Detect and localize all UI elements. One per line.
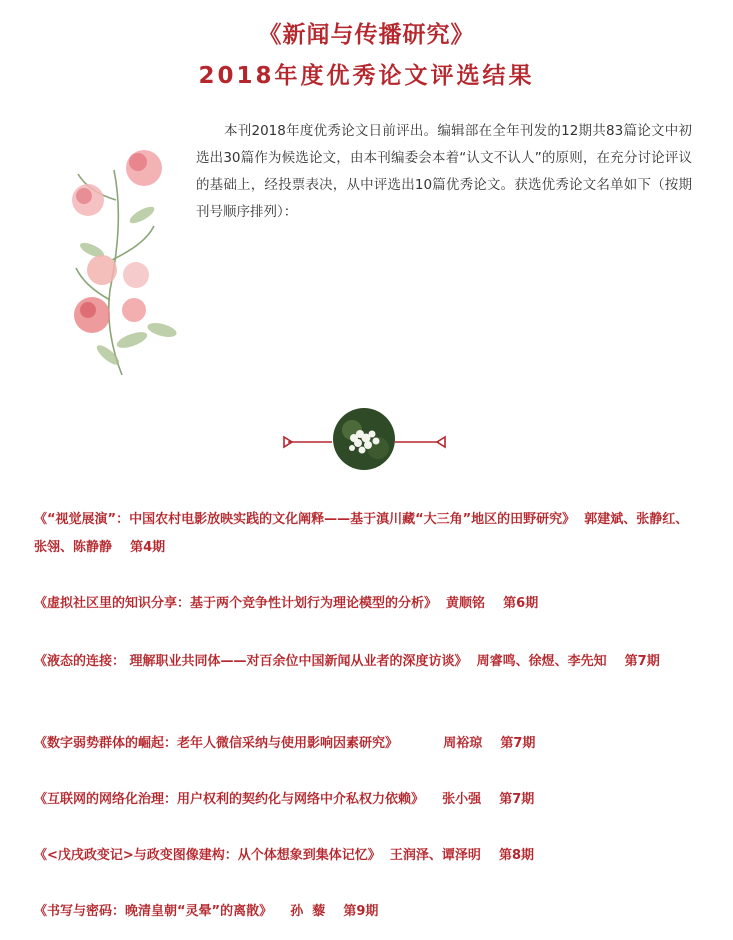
list-item <box>34 648 700 676</box>
list-item <box>34 842 700 870</box>
paper-entry: 《互联网的网络化治理：用户权利的契约化与网络中介私权力依赖》 张小强 第7期 <box>34 792 535 807</box>
divider-ornament <box>282 408 447 470</box>
paper-entry: 《“视觉展演”：中国农村电影放映实践的文化阐释——基于滇川藏“大三角”地区的田野研究》 郭建斌、张静红、张翎、陈静静 第4期 <box>34 512 689 555</box>
paper-entry: 《数字弱势群体的崛起：老年人微信采纳与使用影响因素研究》 周裕琼 第7期 <box>34 736 536 751</box>
page-subtitle: 2018年度优秀论文评选结果 <box>198 63 535 89</box>
list-item <box>34 786 700 814</box>
paper-entry: 《<戊戌政变记>与政变图像建构：从个体想象到集体记忆》 王润泽、谭泽明 第8期 <box>34 848 534 863</box>
intro-paragraph: 本刊2018年度优秀论文日前评出。编辑部在全年刊发的12期共83篇论文中初选出30篇作为候选论文，由本刊编委会本着“认文不认人”的原则，在充分讨论评议的基础上，经投票表决，从中评选出10篇优秀论文。获选优秀论文名单如下（按期刊号顺序排列）： <box>196 123 692 220</box>
list-item <box>34 898 700 926</box>
paper-entry: 《书写与密码：晚清皇朝“灵晕”的离散》 孙 藜 第9期 <box>34 904 379 919</box>
paper-entry: 《液态的连接： 理解职业共同体——对百余位中国新闻从业者的深度访谈》 周睿鸣、徐煜、李先知 第7期 <box>34 654 660 669</box>
paper-entry: 《虚拟社区里的知识分享：基于两个竞争性计划行为理论模型的分析》 黄顺铭 第6期 <box>34 596 539 611</box>
list-item <box>34 730 700 758</box>
page-title: 《新闻与传播研究》 <box>258 22 475 48</box>
flower-illustration <box>52 140 197 380</box>
list-item <box>34 590 700 618</box>
list-item <box>34 506 700 562</box>
